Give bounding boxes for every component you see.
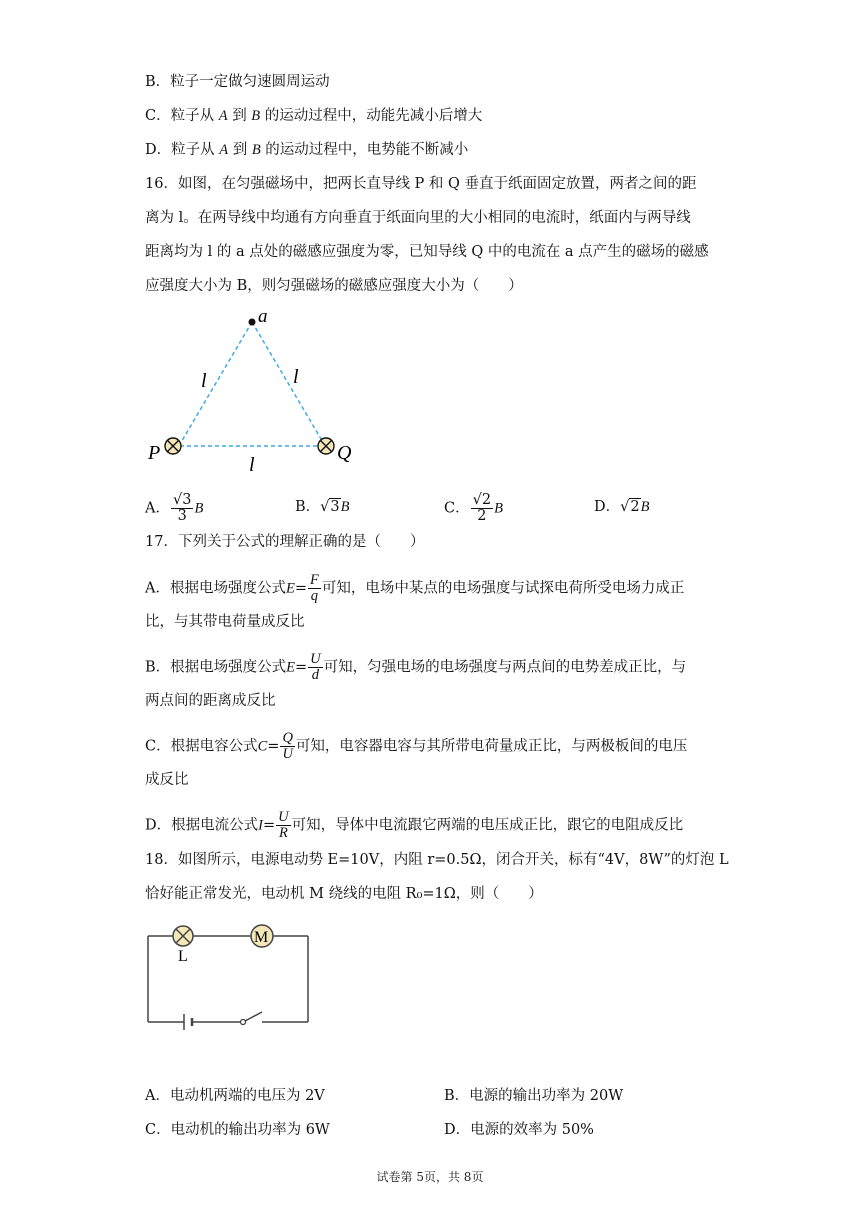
q18-circuit-figure xyxy=(140,920,320,1035)
label-side-right: l xyxy=(293,366,299,388)
page-footer: 试卷第 5页，共 8页 xyxy=(376,1170,484,1184)
q15-option-d: D．粒子从 A 到 B 的运动过程中，电势能不断减小 xyxy=(145,142,469,158)
wire-q-cross-icon xyxy=(318,438,334,454)
label-side-left: l xyxy=(201,370,207,392)
q17-option-d: D．根据电流公式I= $\frac{U}{R}$ 可知，导体中电流跟它两端的电压成正比，跟它的电阻成反比 xyxy=(145,809,684,841)
q18-option-a: A．电动机两端的电压为 2V xyxy=(145,1088,325,1104)
q17-option-b-line2: 两点间的距离成反比 xyxy=(145,693,276,709)
triangle-side-left xyxy=(180,322,252,444)
point-a-dot xyxy=(249,319,256,326)
q16-stem-line2: 离为 l。在两导线中均通有方向垂直于纸面向里的大小相同的电流时，纸面内与两导线 xyxy=(145,210,691,226)
q17-option-a: A．根据电场强度公式E= $\frac{F}{q}$ 可知，电场中某点的电场强度与试探电荷所受电场力成正 xyxy=(145,572,685,604)
q15-option-b: B．粒子一定做匀速圆周运动 xyxy=(145,74,330,90)
lamp-label: L xyxy=(178,948,188,965)
q17-option-b: B．根据电场强度公式E= $\frac{U}{d}$ 可知，匀强电场的电场强度与两点间的电势差成正比，与 xyxy=(145,651,687,683)
q18-option-c: C．电动机的输出功率为 6W xyxy=(145,1122,330,1138)
battery-icon xyxy=(184,1014,192,1030)
q18-stem-line2: 恰好能正常发光，电动机 M 绕线的电阻 R₀=1Ω，则（ ） xyxy=(145,886,543,902)
q16-option-b: B．√3B xyxy=(295,499,350,515)
switch-icon xyxy=(241,1012,263,1025)
q17-option-a-line2: 比，与其带电荷量成反比 xyxy=(145,614,305,630)
triangle-side-right xyxy=(252,322,324,444)
wire-p-cross-icon xyxy=(165,438,181,454)
q18-option-b: B．电源的输出功率为 20W xyxy=(444,1088,624,1104)
q18-stem-line1: 18．如图所示，电源电动势 E=10V，内阻 r=0.5Ω，闭合开关，标有“4V，8W”的灯泡 L xyxy=(145,852,729,868)
q18-option-d: D．电源的效率为 50% xyxy=(444,1122,594,1138)
motor-label: M xyxy=(254,929,269,946)
label-p: P xyxy=(148,442,161,464)
q16-stem-line1: 16．如图，在匀强磁场中，把两长直导线 P 和 Q 垂直于纸面固定放置，两者之间的距 xyxy=(145,176,697,192)
q16-option-a: A． $\frac{√3}{3}$ B xyxy=(145,492,204,524)
label-side-bottom: l xyxy=(249,454,255,476)
label-a: a xyxy=(258,306,268,327)
q16-stem-line4: 应强度大小为 B，则匀强磁场的磁感应强度大小为（ ） xyxy=(145,278,523,294)
label-q: Q xyxy=(337,442,352,464)
q16-option-c: C． $\frac{√2}{2}$ B xyxy=(444,492,503,524)
q17-option-c-line2: 成反比 xyxy=(145,772,189,788)
q15-option-c: C．粒子从 A 到 B 的运动过程中，动能先减小后增大 xyxy=(145,108,483,124)
q17-option-c: C．根据电容公式C= $\frac{Q}{U}$ 可知，电容器电容与其所带电荷量成正比，与两极板间的电压 xyxy=(145,730,688,762)
q16-wire-triangle-figure xyxy=(140,305,380,480)
q16-stem-line3: 距离均为 l 的 a 点处的磁感应强度为零，已知导线 Q 中的电流在 a 点产生的磁场的磁感 xyxy=(145,244,709,260)
q17-stem: 17．下列关于公式的理解正确的是（ ） xyxy=(145,534,425,550)
lamp-cross-icon xyxy=(173,926,193,946)
q16-option-d: D．√2B xyxy=(594,499,650,515)
